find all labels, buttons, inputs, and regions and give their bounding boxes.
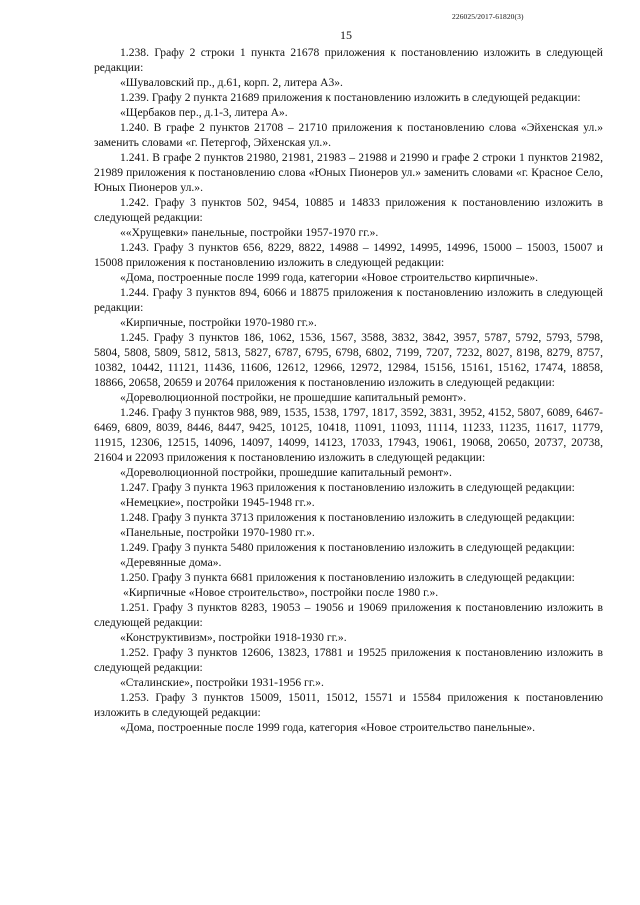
amendment-paragraph: 1.249. Графу 3 пункта 5480 приложения к постановлению изложить в следующей редакции: <box>120 541 575 554</box>
amendment-paragraph: 1.245. Графу 3 пунктов 186, 1062, 1536, 1567, 3588, 3832, 3842, 3957, 5787, 5792, 5793, 5798, 5804, 5808, 5809, 5812, 5813, 5827, 6787, 6795, 6798, 6802, 7199, 7207, 7232, 8027, 8198, 8279, 8757, 10382, 10442, 11121, 11436, 11606, 12612, 12966, 12972, 12984, 15156, 15161, 15162, 17474, 18858, 18866, 20658, 20659 и 20764 приложения к постановлению изложить в следующей редакции: <box>94 331 603 389</box>
amendment-paragraph: 1.246. Графу 3 пунктов 988, 989, 1535, 1538, 1797, 1817, 3592, 3831, 3952, 4152, 5807, 6089, 6467- 6469, 6809, 8039, 8446, 8447, 9425, 10125, 10418, 11091, 11093, 11114, 11233, 11235, 11617, 11779, 11915, 12306, 12515, 14096, 14097, 14099, 14123, 17033, 17943, 19061, 19068, 20650, 20737, 20738, 21604 и 22093 приложения к постановлению изложить в следующей редакции: <box>94 406 603 464</box>
amendment-new-text: «Дома, построенные после 1999 года, категория «Новое строительство панельные». <box>120 721 536 734</box>
amendment-paragraph: 1.239. Графу 2 пункта 21689 приложения к постановлению изложить в следующей редакции: <box>120 91 581 104</box>
amendment-new-text: «Щербаков пер., д.1-3, литера А». <box>120 106 288 119</box>
amendment-paragraph: 1.242. Графу 3 пунктов 502, 9454, 10885 и 14833 приложения к постановлению изложить в следующей редакции: <box>94 196 603 224</box>
amendment-paragraph: 1.248. Графу 3 пункта 3713 приложения к постановлению изложить в следующей редакции: <box>120 511 575 524</box>
amendment-paragraph: 1.252. Графу 3 пунктов 12606, 13823, 17881 и 19525 приложения к постановлению изложить в следующей редакции: <box>94 646 603 674</box>
amendment-paragraph: 1.250. Графу 3 пункта 6681 приложения к постановлению изложить в следующей редакции: <box>120 571 575 584</box>
amendment-new-text: «Дореволюционной постройки, не прошедшие капитальный ремонт». <box>120 391 467 404</box>
amendment-paragraph: 1.251. Графу 3 пунктов 8283, 19053 – 19056 и 19069 приложения к постановлению изложить в следующей редакции: <box>94 601 603 629</box>
amendment-new-text: «Сталинские», постройки 1931-1956 гг.». <box>120 676 324 689</box>
amendment-new-text: «Шуваловский пр., д.61, корп. 2, литера А3». <box>120 76 343 89</box>
document-body <box>94 45 603 735</box>
document-id: 226025/2017-61820(3) <box>452 12 524 21</box>
amendment-paragraph: 1.243. Графу 3 пунктов 656, 8229, 8822, 14988 – 14992, 14995, 14996, 15000 – 15003, 15007 и 15008 приложения к постановлению изложить в следующей редакции: <box>94 241 603 269</box>
amendment-paragraph: 1.241. В графе 2 пунктов 21980, 21981, 21983 – 21988 и 21990 и графе 2 строки 1 пунктов 21982, 21989 приложения к постановлению слова «Юных Пионеров ул.» заменить словами «г. Красное Село, Юных Пионеров ул.». <box>94 151 603 194</box>
amendment-new-text: «Дома, построенные после 1999 года, категории «Новое строительство кирпичные». <box>120 271 539 284</box>
amendment-new-text: «Конструктивизм», постройки 1918-1930 гг.». <box>120 631 347 644</box>
page-number: 15 <box>340 28 352 42</box>
amendment-paragraph: 1.253. Графу 3 пунктов 15009, 15011, 15012, 15571 и 15584 приложения к постановлению изложить в следующей редакции: <box>94 691 603 719</box>
amendment-new-text: «Немецкие», постройки 1945-1948 гг.». <box>120 496 315 509</box>
amendment-paragraph: 1.244. Графу 3 пунктов 894, 6066 и 18875 приложения к постановлению изложить в следующей редакции: <box>94 286 603 314</box>
amendment-new-text: «Дореволюционной постройки, прошедшие капитальный ремонт». <box>120 466 452 479</box>
amendment-paragraph: 1.247. Графу 3 пункта 1963 приложения к постановлению изложить в следующей редакции: <box>120 481 575 494</box>
amendment-new-text: «Кирпичные «Новое строительство», постройки после 1980 г.». <box>123 586 439 599</box>
amendment-paragraph: 1.240. В графе 2 пунктов 21708 – 21710 приложения к постановлению слова «Эйхенская ул.» заменить словами «г. Петергоф, Эйхенская ул.». <box>94 121 603 149</box>
amendment-new-text: ««Хрущевки» панельные, постройки 1957-1970 гг.». <box>120 226 379 239</box>
amendment-paragraph: 1.238. Графу 2 строки 1 пункта 21678 приложения к постановлению изложить в следующей редакции: <box>94 46 603 74</box>
amendment-new-text: «Деревянные дома». <box>120 556 222 569</box>
amendment-new-text: «Кирпичные, постройки 1970-1980 гг.». <box>120 316 317 329</box>
amendment-new-text: «Панельные, постройки 1970-1980 гг.». <box>120 526 315 539</box>
